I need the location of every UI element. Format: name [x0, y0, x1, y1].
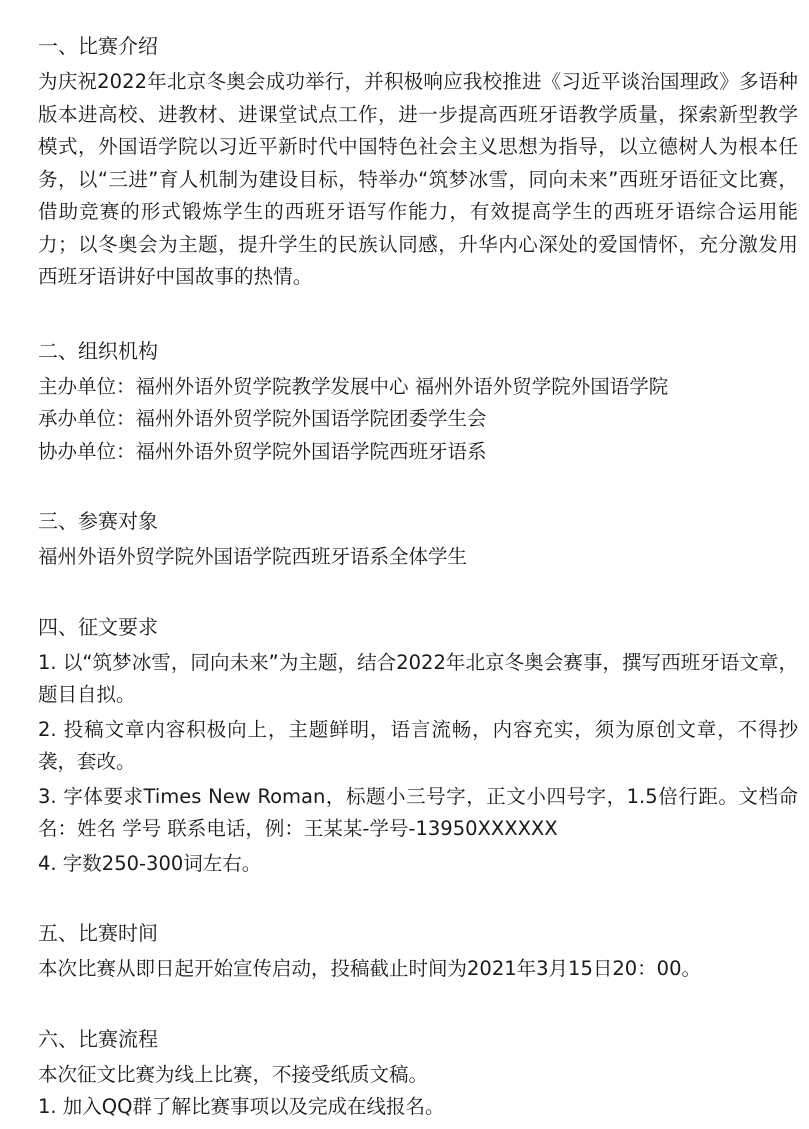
process-step: 1. 加入QQ群了解比赛事项以及完成在线报名。 — [38, 1095, 445, 1118]
requirement-item: 2. 投稿文章内容积极向上，主题鲜明，语言流畅，内容充实，须为原创文章，不得抄袭，套改。 — [38, 717, 798, 773]
requirement-item: 1. 以“筑梦冰雪，同向未来”为主题，结合2022年北京冬奥会赛事，撰写西班牙语文章，题目自拟。 — [38, 650, 798, 706]
section-participants — [38, 505, 798, 574]
section-schedule — [38, 917, 798, 986]
co-organizer-unit-line: 协办单位：福州外语外贸学院外国语学院西班牙语系 — [38, 439, 487, 463]
section-heading: 五、比赛时间 — [38, 921, 158, 945]
section-heading: 六、比赛流程 — [38, 1026, 158, 1051]
section-heading: 四、征文要求 — [38, 614, 158, 639]
section-organization — [38, 335, 798, 469]
section-heading: 一、比赛介绍 — [38, 34, 158, 58]
participants-line: 福州外语外贸学院外国语学院西班牙语系全体学生 — [38, 545, 468, 568]
section-requirements — [38, 611, 798, 881]
host-unit-line: 主办单位：福州外语外贸学院教学发展中心 福州外语外贸学院外国语学院 — [38, 374, 669, 398]
organizer-unit-line: 承办单位：福州外语外贸学院外国语学院团委学生会 — [38, 407, 487, 430]
section-heading: 三、参赛对象 — [38, 509, 158, 533]
requirement-item: 3. 字体要求Times New Roman，标题小三号字，正文小四号字，1.5倍行距。文档命名：姓名 学号 联系电话，例：王某某-学号-13950XXXXXX — [38, 784, 798, 840]
document-body — [38, 30, 798, 1124]
requirement-item: 4. 字数250-300词左右。 — [38, 851, 262, 875]
process-line: 本次征文比赛为线上比赛，不接受纸质文稿。 — [38, 1062, 429, 1086]
section-process — [38, 1023, 798, 1124]
schedule-line: 本次比赛从即日起开始宣传启动，投稿截止时间为2021年3月15日20：00。 — [38, 957, 701, 980]
introduction-paragraph: 为庆祝2022年北京冬奥会成功举行，并积极响应我校推进《习近平谈治国理政》多语种版本进高校、进教材、进课堂试点工作，进一步提高西班牙语教学质量，探索新型教学模式，外国语学院以习近平新时代中国特色社会主义思想为指导，以立德树人为根本任务，以“三进”育人机制为建设目标，特举办“筑梦冰雪，同向未来”西班牙语征文比赛，借助竞赛的形式锻炼学生的西班牙语写作能力，有效提高学生的西班牙语综合运用能力；以冬奥会为主题，提升学生的民族认同感，升华内心深处的爱国情怀，充分激发用西班牙语讲好中国故事的热情。 — [38, 70, 798, 288]
section-heading: 二、组织机构 — [38, 338, 158, 363]
section-introduction — [38, 30, 798, 294]
